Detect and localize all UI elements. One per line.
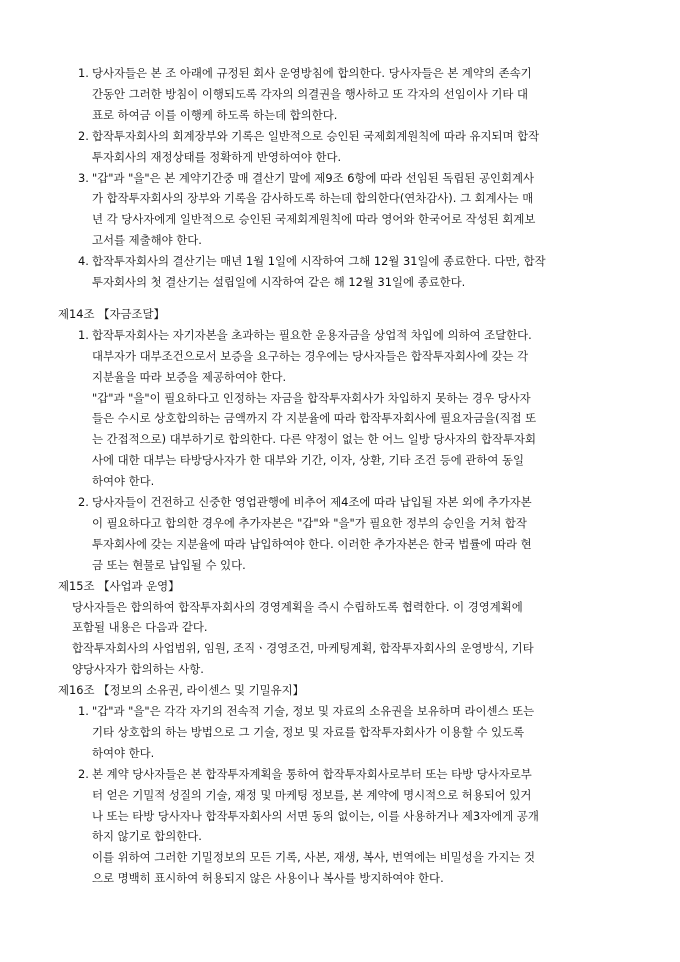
item-number: 3. bbox=[78, 170, 89, 185]
clause-text-line: 금 또는 현물로 납입될 수 있다. bbox=[92, 557, 246, 572]
clause-text-line: 양당사자가 합의하는 사항. bbox=[72, 662, 204, 677]
clause-text-line: 포함될 내용은 다음과 같다. bbox=[72, 620, 208, 635]
clause-text-line: 합작투자회사는 자기자본을 초과하는 필요한 운용자금을 상업적 차입에 의하여 조달한다. bbox=[92, 327, 532, 342]
clause-text-line: 대부자가 대부조건으로서 보증을 요구하는 경우에는 당사자들은 합작투자회사에 갖는 각 bbox=[92, 348, 529, 363]
item-number: 4. bbox=[78, 254, 89, 269]
item-number: 1. bbox=[78, 704, 89, 718]
clause-text-line: 표로 하여금 이를 이행케 하도록 하는데 합의한다. bbox=[92, 107, 338, 122]
clause-text-line: 투자회사에 갖는 지분율에 따라 납입하여야 한다. 이러한 추가자본은 한국 법률에 따라 현 bbox=[92, 536, 532, 551]
clause-text-line: 투자회사의 첫 결산기는 설립일에 시작하여 같은 해 12월 31일에 종료한다. bbox=[92, 275, 466, 289]
clause-text-line: 합작투자회사의 회계장부와 기록은 일반적으로 승인된 국제회계원칙에 따라 유지되며 합작 bbox=[92, 128, 540, 143]
clause-text-line: 으로 명백히 표시하여 허용되지 않은 사용이나 복사를 방지하여야 한다. bbox=[92, 871, 444, 886]
clause-text-line: 당사자들이 건전하고 신중한 영업관행에 비추어 제4조에 따라 납입될 자본 외에 추가자본 bbox=[92, 495, 532, 509]
clause-text-line: 투자회사의 재정상태를 정확하게 반영하여야 한다. bbox=[92, 149, 342, 164]
clause-text-line: 고서를 제출해야 한다. bbox=[92, 233, 202, 248]
clause-text-line: 하여야 한다. bbox=[92, 474, 155, 489]
clause-text-line: "갑"과 "을"은 본 계약기간중 매 결산기 말에 제9조 6항에 따라 선임된 독립된 공인회계사 bbox=[92, 170, 535, 185]
clause-text-line: "갑"과 "을"이 필요하다고 인정하는 자금을 합작투자회사가 차입하지 못하는 경우 당사자 bbox=[92, 390, 531, 405]
clause-text-line: 가 합작투자회사의 장부와 기록을 감사하도록 하는데 합의한다(연차감사). 그 회계사는 매 bbox=[92, 191, 534, 206]
clause-text-line: 이 필요하다고 합의한 경우에 추가자본은 "갑"와 "을"가 필요한 정부의 승인을 거쳐 합작 bbox=[92, 515, 527, 530]
clause-text-line: 나 또는 타방 당사자나 합작투자회사의 서면 동의 없이는, 이를 사용하거나 제3자에게 공개 bbox=[92, 808, 539, 823]
clause-text-line: 기타 상호합의 하는 방법으로 그 기술, 정보 및 자료를 합작투자회사가 이용할 수 있도록 bbox=[92, 724, 525, 739]
clause-text-line: 들은 수시로 상호합의하는 금액까지 각 지분율에 따라 합작투자회사에 필요자금을(직접 또 bbox=[92, 411, 537, 426]
clause-text-line: 하지 않기로 합의한다. bbox=[92, 829, 202, 844]
item-number: 2. bbox=[78, 128, 89, 143]
clause-text-line: 터 얻은 기밀적 성질의 기술, 재정 및 마케팅 정보를, 본 계약에 명시적으로 허용되어 있거 bbox=[92, 787, 532, 802]
clause-text-line: 지분율을 따라 보증을 제공하여야 한다. bbox=[92, 369, 287, 384]
clause-text-line: 합작투자회사의 결산기는 매년 1월 1일에 시작하여 그해 12월 31일에 종료한다. 다만, 합작 bbox=[92, 254, 546, 269]
item-number: 1. bbox=[78, 66, 89, 80]
clause-text-line: 이를 위하여 그러한 기밀정보의 모든 기록, 사본, 재생, 복사, 번역에는 비밀성을 가지는 것 bbox=[92, 850, 536, 865]
clause-text-line: 간동안 그러한 방침이 이행되도록 각자의 의결권을 행사하고 또 각자의 선임이사 기타 대 bbox=[92, 86, 528, 101]
item-number: 2. bbox=[78, 495, 89, 509]
article-16-heading: 제16조 【정보의 소유권, 라이센스 및 기밀유지】 bbox=[58, 683, 305, 698]
clause-text-line: 본 계약 당사자들은 본 합작투자계획을 통하여 합작투자회사로부터 또는 타방 당사자로부 bbox=[92, 766, 532, 781]
clause-text-line: 는 간접적으로) 대부하기로 합의한다. 다른 약정이 없는 한 어느 일방 당사자의 합작투자회 bbox=[92, 432, 537, 447]
article-14-heading: 제14조 【자금조달】 bbox=[58, 306, 165, 321]
clause-text-line: "갑"과 "을"은 각각 자기의 전속적 기술, 정보 및 자료의 소유권을 보유하며 라이센스 또는 bbox=[92, 704, 535, 718]
clause-text-line: 년 각 당사자에게 일반적으로 승인된 국제회계원칙에 따라 영어와 한국어로 작성된 회계보 bbox=[92, 212, 536, 227]
article-15-heading: 제15조 【사업과 운영】 bbox=[58, 578, 180, 593]
item-number: 1. bbox=[78, 327, 89, 342]
clause-text-line: 사에 대한 대부는 타방당사자가 한 대부와 기간, 이자, 상환, 기타 조건 등에 관하여 동일 bbox=[92, 453, 525, 468]
clause-text-line: 합작투자회사의 사업범위, 임원, 조직ㆍ경영조건, 마케팅계획, 합작투자회사의 운영방식, 기타 bbox=[72, 641, 534, 656]
clause-text-line: 당사자들은 본 조 아래에 규정된 회사 운영방침에 합의한다. 당사자들은 본 계약의 존속기 bbox=[92, 66, 532, 80]
clause-text-line: 당사자들은 합의하여 합작투자회사의 경영계획을 즉시 수립하도록 협력한다. 이 경영계획에 bbox=[72, 599, 523, 614]
clause-text-line: 하여야 한다. bbox=[92, 745, 155, 760]
item-number: 2. bbox=[78, 766, 89, 781]
